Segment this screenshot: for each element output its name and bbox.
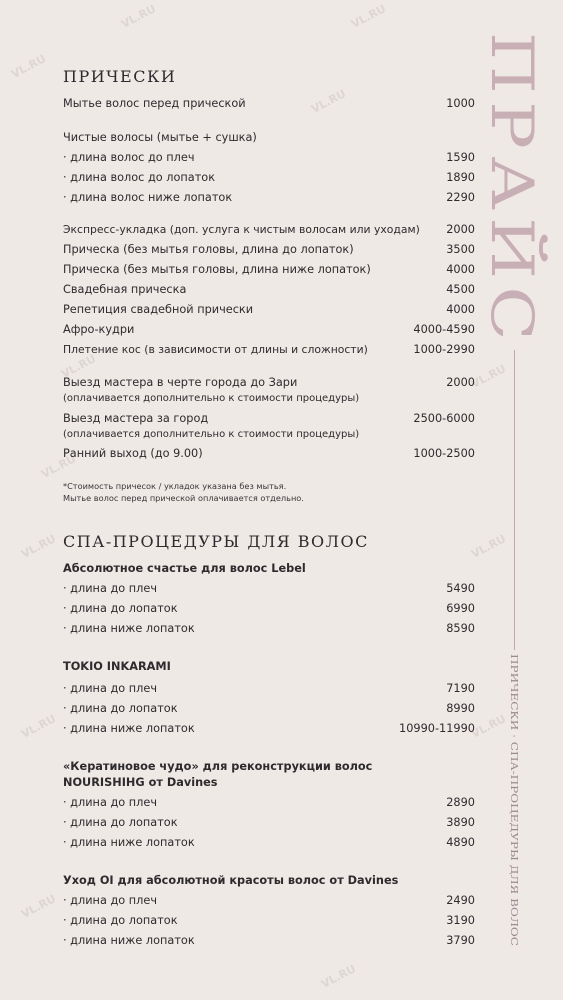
watermark: VL.RU [309,87,348,116]
service-price: 3790 [446,934,475,947]
service-label: · длина до плеч [63,582,157,595]
section-title-spa: СПА-ПРОЦЕДУРЫ ДЛЯ ВОЛОС [63,532,369,551]
service-label: · длина до лопаток [63,602,178,615]
service-price: 2000 [446,223,475,236]
price-row [63,893,475,909]
price-row [63,96,475,112]
price-row [63,150,475,166]
service-price: 1000 [446,97,475,110]
service-label: Выезд мастера в черте города до Зари [63,376,298,389]
service-price: 2890 [446,796,475,809]
price-row [63,681,475,697]
group-title: Абсолютное счастье для волос Lebel [63,562,306,575]
service-price: 4000-4590 [413,323,475,336]
price-row [63,375,475,391]
service-label: Прическа (без мытья головы, длина до лопаток) [63,243,354,256]
service-label: · длина ниже лопаток [63,722,195,735]
service-price: 10990-11990 [399,722,475,735]
service-price: 4000 [446,263,475,276]
footnote: Мытье волос перед прической оплачивается отдельно. [63,493,304,503]
service-label: · длина до плеч [63,894,157,907]
service-label: · длина до лопаток [63,816,178,829]
group-title: «Кератиновое чудо» для реконструкции волос [63,760,373,773]
service-label: · длина до лопаток [63,702,178,715]
service-price: 1000-2990 [413,343,475,356]
price-row [63,446,475,462]
price-row [63,795,475,811]
service-label: Выезд мастера за город [63,412,209,425]
service-price: 3890 [446,816,475,829]
service-label: Мытье волос перед прической [63,97,246,110]
price-row [63,282,475,298]
service-price: 2290 [446,191,475,204]
watermark: VL.RU [39,452,78,481]
service-price: 7190 [446,682,475,695]
price-row [63,262,475,278]
watermark: VL.RU [19,892,58,921]
watermark: VL.RU [349,2,388,31]
price-row [63,835,475,851]
price-row [63,621,475,637]
watermark: VL.RU [119,2,158,31]
service-label: · длина ниже лопаток [63,836,195,849]
price-row [63,222,475,238]
service-note: (оплачивается дополнительно к стоимости процедуры) [63,429,360,440]
watermark: VL.RU [19,532,58,561]
divider-line [514,350,515,650]
service-price: 3190 [446,914,475,927]
price-row [63,411,475,427]
price-row [63,701,475,717]
price-row [63,721,475,737]
group-header [63,130,475,146]
price-row [63,302,475,318]
price-row [63,190,475,206]
service-label: · длина до плеч [63,682,157,695]
price-row [63,601,475,617]
service-label: Плетение кос (в зависимости от длины и сложности) [63,343,368,356]
group-title-line-2: NOURISHIHG от Davines [63,776,218,789]
service-price: 1590 [446,151,475,164]
watermark: VL.RU [319,962,358,991]
service-price: 2490 [446,894,475,907]
service-price: 4000 [446,303,475,316]
service-label: Ранний выход (до 9.00) [63,447,203,460]
watermark: VL.RU [59,352,98,381]
watermark: VL.RU [19,712,58,741]
price-row [63,913,475,929]
service-label: Прическа (без мытья головы, длина ниже лопаток) [63,263,371,276]
side-subtitle-text: ПРИЧЕСКИ · СПА-ПРОЦЕДУРЫ ДЛЯ ВОЛОС [508,654,519,887]
watermark: VL.RU [469,712,508,741]
service-price: 2500-6000 [413,412,475,425]
service-price: 2000 [446,376,475,389]
watermark: VL.RU [469,532,508,561]
price-row [63,242,475,258]
service-label: Репетиция свадебной прически [63,303,254,316]
service-label: · длина волос ниже лопаток [63,191,233,204]
price-row [63,933,475,949]
service-price: 1890 [446,171,475,184]
service-label: Чистые волосы (мытье + сушка) [63,131,257,144]
watermark: VL.RU [469,362,508,391]
service-label: · длина ниже лопаток [63,934,195,947]
price-row [63,581,475,597]
service-price: 5490 [446,582,475,595]
service-label: · длина ниже лопаток [63,622,195,635]
section-title-hair: ПРИЧЕСКИ [63,67,177,86]
service-price: 4500 [446,283,475,296]
service-label: · длина до плеч [63,796,157,809]
footnote: *Стоимость причесок / укладок указана без мытья. [63,481,287,491]
group-title: TOKIO INKARAMI [63,660,171,673]
service-note: (оплачивается дополнительно к стоимости процедуры) [63,393,360,404]
service-label: · длина до лопаток [63,914,178,927]
price-row [63,170,475,186]
service-label: Экспресс-укладка (доп. услуга к чистым волосам или уходам) [63,223,420,236]
service-label: · длина волос до плеч [63,151,195,164]
watermark: VL.RU [9,52,48,81]
service-price: 4890 [446,836,475,849]
service-label: Свадебная прическа [63,283,187,296]
service-price: 8590 [446,622,475,635]
price-row [63,342,475,358]
price-row [63,322,475,338]
group-title: Уход OI для абсолютной красоты волос от Davines [63,874,399,887]
side-title-text: ПРАЙС [478,32,546,291]
service-price: 8990 [446,702,475,715]
price-row [63,815,475,831]
service-price: 1000-2500 [413,447,475,460]
side-subtitle [505,652,525,952]
service-label: Афро-кудри [63,323,135,336]
service-price: 3500 [446,243,475,256]
service-label: · длина волос до лопаток [63,171,216,184]
service-price: 6990 [446,602,475,615]
